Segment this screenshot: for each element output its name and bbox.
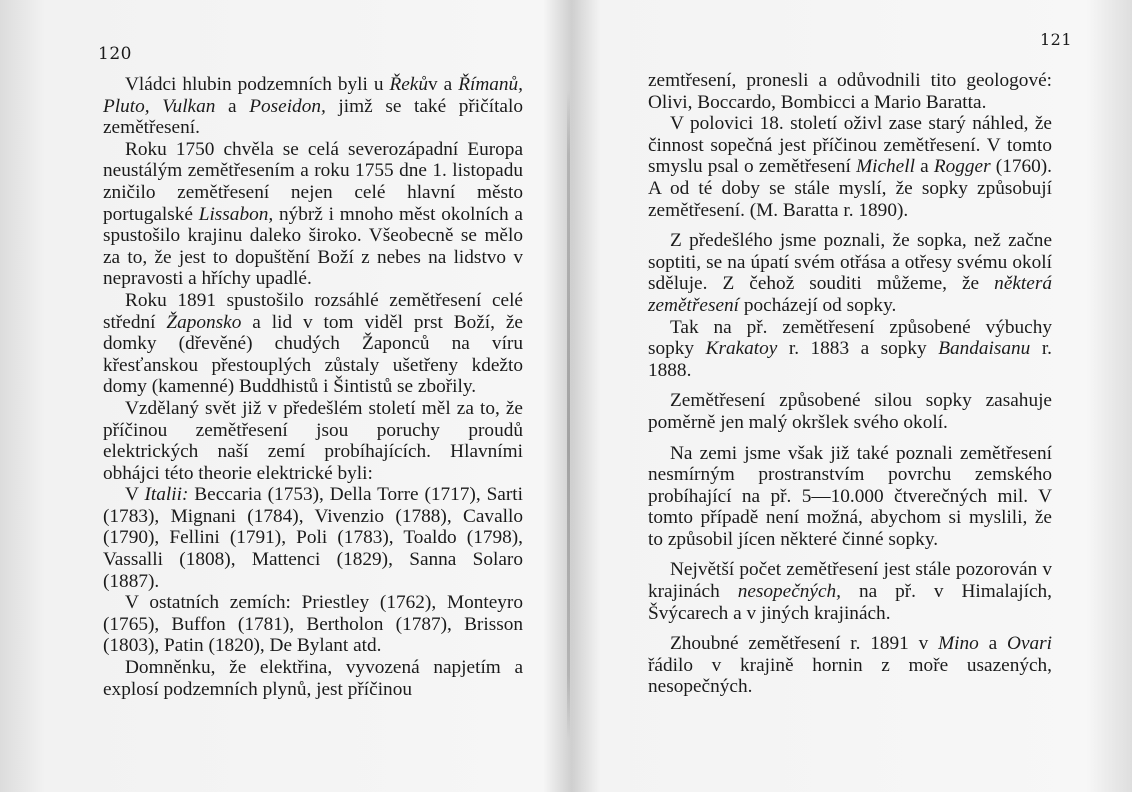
paragraph (648, 443, 1052, 551)
paragraph (103, 139, 523, 290)
paragraph (648, 317, 1052, 382)
italic-text: Řeků (389, 74, 429, 95)
text-run: V polovici 18. století oživl zase starý náhled, že činnost sopečná jest příčinou zemětřesení. V tomto smyslu psal o zemětřesení (648, 113, 1052, 178)
paragraph (648, 70, 1052, 113)
text-run: na př. v Himalajích, Švýcarech a v jiných krajinách. (648, 581, 1052, 624)
right-text-column (648, 70, 1052, 698)
text-run: Zemětřesení způsobené silou sopky zasahuje poměrně jen malý okršlek svého okolí. (648, 390, 1052, 433)
italic-text: Rogger (933, 156, 991, 178)
paragraph (648, 230, 1052, 316)
paragraph (103, 592, 523, 657)
text-run: a (978, 633, 1008, 655)
paragraph (103, 657, 523, 700)
text-run: zemtřesení, pronesli a odůvodnili tito geologové: Olivi, Boccardo, Bombicci a Mario Baratta. (648, 70, 1052, 113)
italic-text: Italii: (144, 484, 189, 506)
text-run: pocházejí od sopky. (739, 294, 897, 316)
paragraph (103, 484, 523, 592)
text-run: Z předešlého jsme poznali, že sopka, než začne soptiti, se na úpatí svém otřása a otřesy svému okolí sděluje. Z čehož souditi můžeme, že (648, 230, 1052, 295)
paragraph (648, 113, 1052, 221)
text-run: Beccaria (1753), Della Torre (1717), Sarti (1783), Mignani (1784), Vivenzio (1788), Cavallo (1790), Fellini (1791), Poli (1783), Toaldo (1798), Vassalli (1808), Mattenci (1829), Sanna Solaro (1887). (103, 484, 523, 592)
paragraph (103, 74, 523, 139)
italic-text: Mino (938, 633, 979, 655)
paragraph (103, 290, 523, 398)
text-run: Roku 1750 chvěla se celá severozápadní Europa neustálým zemětřesením a roku 1755 dne 1. listopadu zničilo zemětřesení nejen celé hlavní město portugalské (103, 138, 523, 225)
text-run: Tak na př. zemětřesení způsobené výbuchy sopky (648, 316, 1052, 360)
italic-text: Ovari (1007, 633, 1052, 655)
paragraph (103, 398, 523, 484)
text-run: a lid v tom viděl prst Boží, že domky (dřevěné) chudých Žaponců na víru křesťanskou přestouplých zůstaly ušetřeny kdežto domy (kamenné) Buddhistů i Šintistů se zbořily. (103, 311, 523, 398)
italic-text: Poseidon, (249, 95, 326, 117)
text-run: r. 1883 a sopky (777, 338, 939, 360)
text-run: řádilo v krajině hornin z moře usazených, nesopečných. (648, 654, 1052, 698)
italic-text: Bandaisanu (938, 338, 1031, 360)
text-run: Vládci hlubin podzemních byli u (125, 74, 390, 95)
text-run: nýbrž i mnoho měst okolních a spustošilo krajinu daleko široko. Všeobecně se mělo za to, že jest to dopuštění Boží z nebes na lidstvo v nepravosti a hříchy upadlé. (103, 203, 523, 290)
left-text-column (103, 74, 523, 700)
text-run: Na zemi jsme však již také poznali zemětřesení nesmírným prostranstvím povrchu zemského probíhající na př. 5—10.000 čtverečných mil. V tomto případě není možná, abychom si myslili, že to způsobil jícen některé činné sopky. (648, 442, 1052, 550)
italic-text: některá zemětřesení (648, 273, 1052, 316)
text-run: Roku 1891 spustošilo rozsáhlé zemětřesení celé střední (103, 289, 523, 333)
paragraph (648, 559, 1052, 624)
text-run: v a (428, 74, 459, 95)
italic-text: Lissabon, (198, 203, 274, 225)
text-run: Zhoubné zemětřesení r. 1891 v (670, 633, 939, 655)
paragraph (648, 633, 1052, 698)
text-run: V ostatních zemích: Priestley (1762), Monteyro (1765), Buffon (1781), Bertholon (1787), Brisson (1803), Patin (1820), De Bylant atd. (103, 592, 523, 657)
italic-text: Římanů, Pluto, Vulkan (103, 74, 523, 117)
text-run: V (125, 484, 145, 506)
italic-text: nesopečných, (737, 581, 842, 603)
text-run: Domněnku, že elektřina, vyvozená napjetím a explosí podzemních plynů, jest příčinou (103, 657, 523, 700)
text-run: a (914, 156, 934, 178)
right-page (566, 0, 1132, 792)
text-run: jimž se také přičítalo zemětřesení. (103, 95, 523, 139)
italic-text: Žaponsko (166, 311, 242, 333)
page-number-right: 121 (1040, 30, 1073, 49)
italic-text: Krakatoy (705, 338, 778, 360)
text-run: Vzdělaný svět již v předešlém století měl za to, že příčinou zemětřesení jsou poruchy proudů elektrických naší zemí probíhajících. Hlavními obhájci této theorie elektrické byli: (103, 397, 523, 484)
paragraph (648, 390, 1052, 433)
italic-text: Michell (856, 156, 915, 178)
text-run: (1760). A od té doby se stále myslí, že sopky způsobují zemětřesení. (M. Baratta r. 1890). (648, 156, 1052, 221)
text-run: Největší počet zemětřesení jest stále pozorován v krajinách (648, 559, 1052, 603)
text-run: a (215, 95, 250, 117)
page-number-left: 120 (98, 44, 132, 64)
text-run: r. 1888. (648, 338, 1053, 381)
